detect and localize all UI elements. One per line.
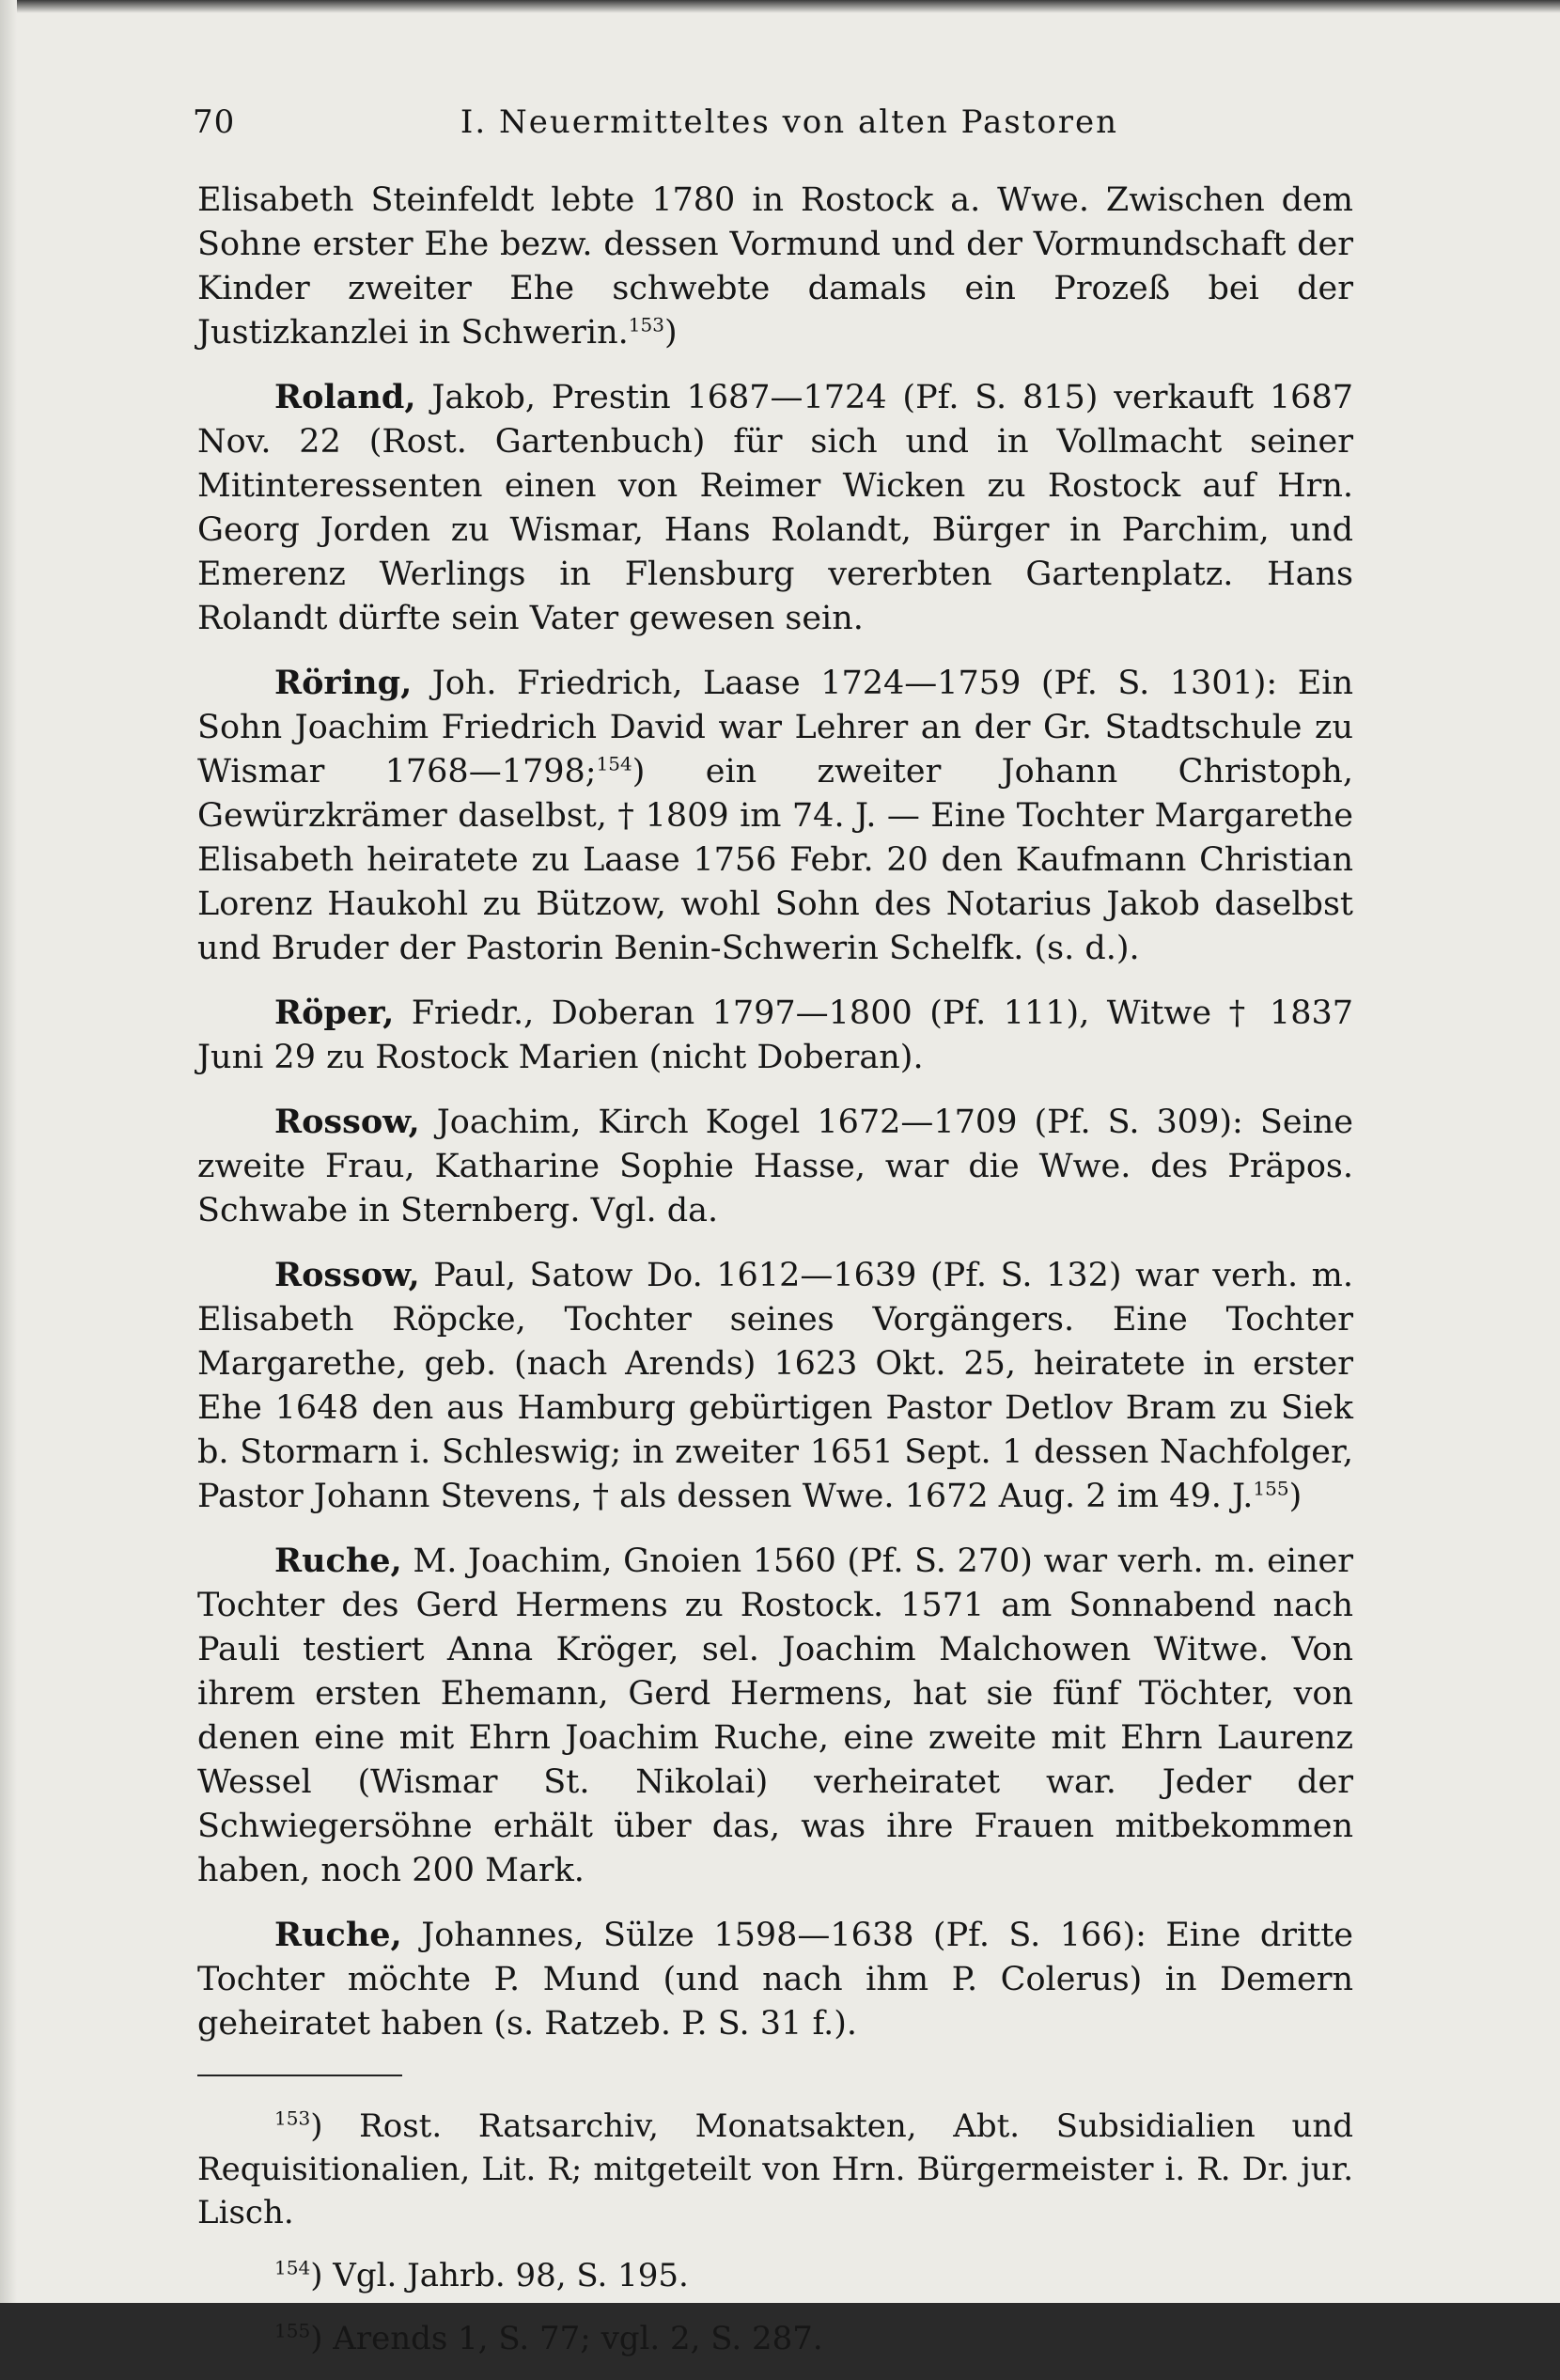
footnote-text: ) Vgl. Jahrb. 98, S. 195. [310,2257,689,2294]
page-body [197,179,1353,2380]
entry-text: Jakob, Prestin 1687—1724 (Pf. S. 815) verkauft 1687 Nov. 22 (Rost. Gartenbuch) für sich und in Vollmacht seiner Mitinteressenten einen von Reimer Wicken zu Rostock auf Hrn. Georg Jorden zu Wismar, Hans Rolandt, Bürger in Parchim, und Emerenz Werlings in Flensburg vererbten Gartenplatz. Hans Rolandt dürfte sein Vater gewesen sein. [197,379,1353,637]
entry-text: Paul, Satow Do. 1612—1639 (Pf. S. 132) war verh. m. Elisabeth Röpcke, Tochter seines Vorgängers. Eine Tochter Margarethe, geb. (nach Arends) 1623 Okt. 25, heiratete in erster Ehe 1648 den aus Hamburg gebürtigen Pastor Detlov Bram zu Siek b. Stormarn i. Schleswig; in zweiter 1651 Sept. 1 dessen Nachfolger, Pastor Johann Stevens, † als dessen Wwe. 1672 Aug. 2 im 49. J. [197,1257,1353,1515]
footnotes [197,2105,1353,2360]
footnote-ref: 154 [596,752,632,775]
footnote-154 [197,2254,1353,2297]
entry-roland [197,375,1353,641]
entry-name: Roland, [274,378,416,416]
scan-left-edge [0,0,17,2303]
entry-ruche-joachim [197,1539,1353,1893]
footnote-text: ) Arends 1, S. 77; vgl. 2, S. 287. [310,2320,823,2357]
entry-name: Röring, [274,664,413,702]
entry-text: Joh. Friedrich, Laase 1724—1759 (Pf. S. 1301): Ein Sohn Joachim Friedrich David war Lehrer an der Gr. Stadtschule zu Wismar 1768—1798; [197,665,1353,791]
continued-paragraph [197,179,1353,355]
footnote-text: ) Rost. Ratsarchiv, Monatsakten, Abt. Subsidialien und Requisitionalien, Lit. R; mitgeteilt von Hrn. Bürgermeister i. R. Dr. jur. Lisch. [197,2107,1353,2231]
entry-text-continued: ) [1288,1478,1303,1515]
running-title: I. Neuermitteltes von alten Pastoren [460,103,1119,141]
entry-name: Ruche, [274,1542,402,1580]
entry-text: Johannes, Sülze 1598—1638 (Pf. S. 166): Eine dritte Tochter möchte P. Mund (und nach ihm P. Colerus) in Demern geheiratet haben (s. Ratzeb. P. S. 31 f.). [197,1917,1353,2043]
entry-rossow-joachim [197,1100,1353,1233]
entry-name: Rossow, [274,1103,420,1141]
footnote-mark: 155 [274,2319,311,2342]
page-number: 70 [193,103,236,141]
footnote-mark: 153 [274,2106,311,2130]
entry-name: Rossow, [274,1256,420,1294]
entry-text: Joachim, Kirch Kogel 1672—1709 (Pf. S. 309): Seine zweite Frau, Katharine Sophie Hasse, war die Wwe. des Präpos. Schwabe in Sternberg. Vgl. da. [197,1104,1353,1229]
entry-roering [197,661,1353,971]
entry-text-continued: ) ein zweiter Johann Christoph, Gewürzkrämer daselbst, † 1809 im 74. J. — Eine Tochter Margarethe Elisabeth heiratete zu Laase 1756 Febr. 20 den Kaufmann Christian Lorenz Haukohl zu Bützow, wohl Sohn des Notarius Jakob daselbst und Bruder der Pastorin Benin-Schwerin Schelfk. (s. d.). [197,753,1353,967]
entry-name: Ruche, [274,1916,402,1954]
page-header [193,103,1386,150]
entry-text: Friedr., Doberan 1797—1800 (Pf. 111), Witwe † 1837 Juni 29 zu Rostock Marien (nicht Doberan). [197,994,1353,1076]
footnote-mark: 154 [274,2256,311,2279]
footnote-ref: 153 [628,313,664,337]
entry-roeper [197,991,1353,1080]
entry-text: M. Joachim, Gnoien 1560 (Pf. S. 270) war verh. m. einer Tochter des Gerd Hermens zu Rostock. 1571 am Sonnabend nach Pauli testiert Anna Kröger, sel. Joachim Malchowen Witwe. Von ihrem ersten Ehemann, Gerd Hermens, hat sie fünf Töchter, von denen eine mit Ehrn Joachim Ruche, eine zweite mit Ehrn Laurenz Wessel (Wismar St. Nikolai) verheiratet war. Jeder der Schwiegersöhne erhält über das, was ihre Frauen mitbekommen haben, noch 200 Mark. [197,1542,1353,1889]
paragraph-tail: ) [663,314,678,352]
entry-rossow-paul [197,1253,1353,1519]
footnote-divider [197,2075,402,2076]
footnote-153 [197,2105,1353,2234]
entry-ruche-johannes [197,1913,1353,2046]
paragraph-text: Elisabeth Steinfeldt lebte 1780 in Rostock a. Wwe. Zwischen dem Sohne erster Ehe bezw. dessen Vormund und der Vormundschaft der Kinder zweiter Ehe schwebte damals ein Prozeß bei der Justizkanzlei in Schwerin. [197,181,1353,352]
scan-top-shadow [0,0,1560,13]
footnote-ref: 155 [1253,1477,1289,1500]
footnote-155 [197,2317,1353,2360]
entry-name: Röper, [274,994,395,1032]
